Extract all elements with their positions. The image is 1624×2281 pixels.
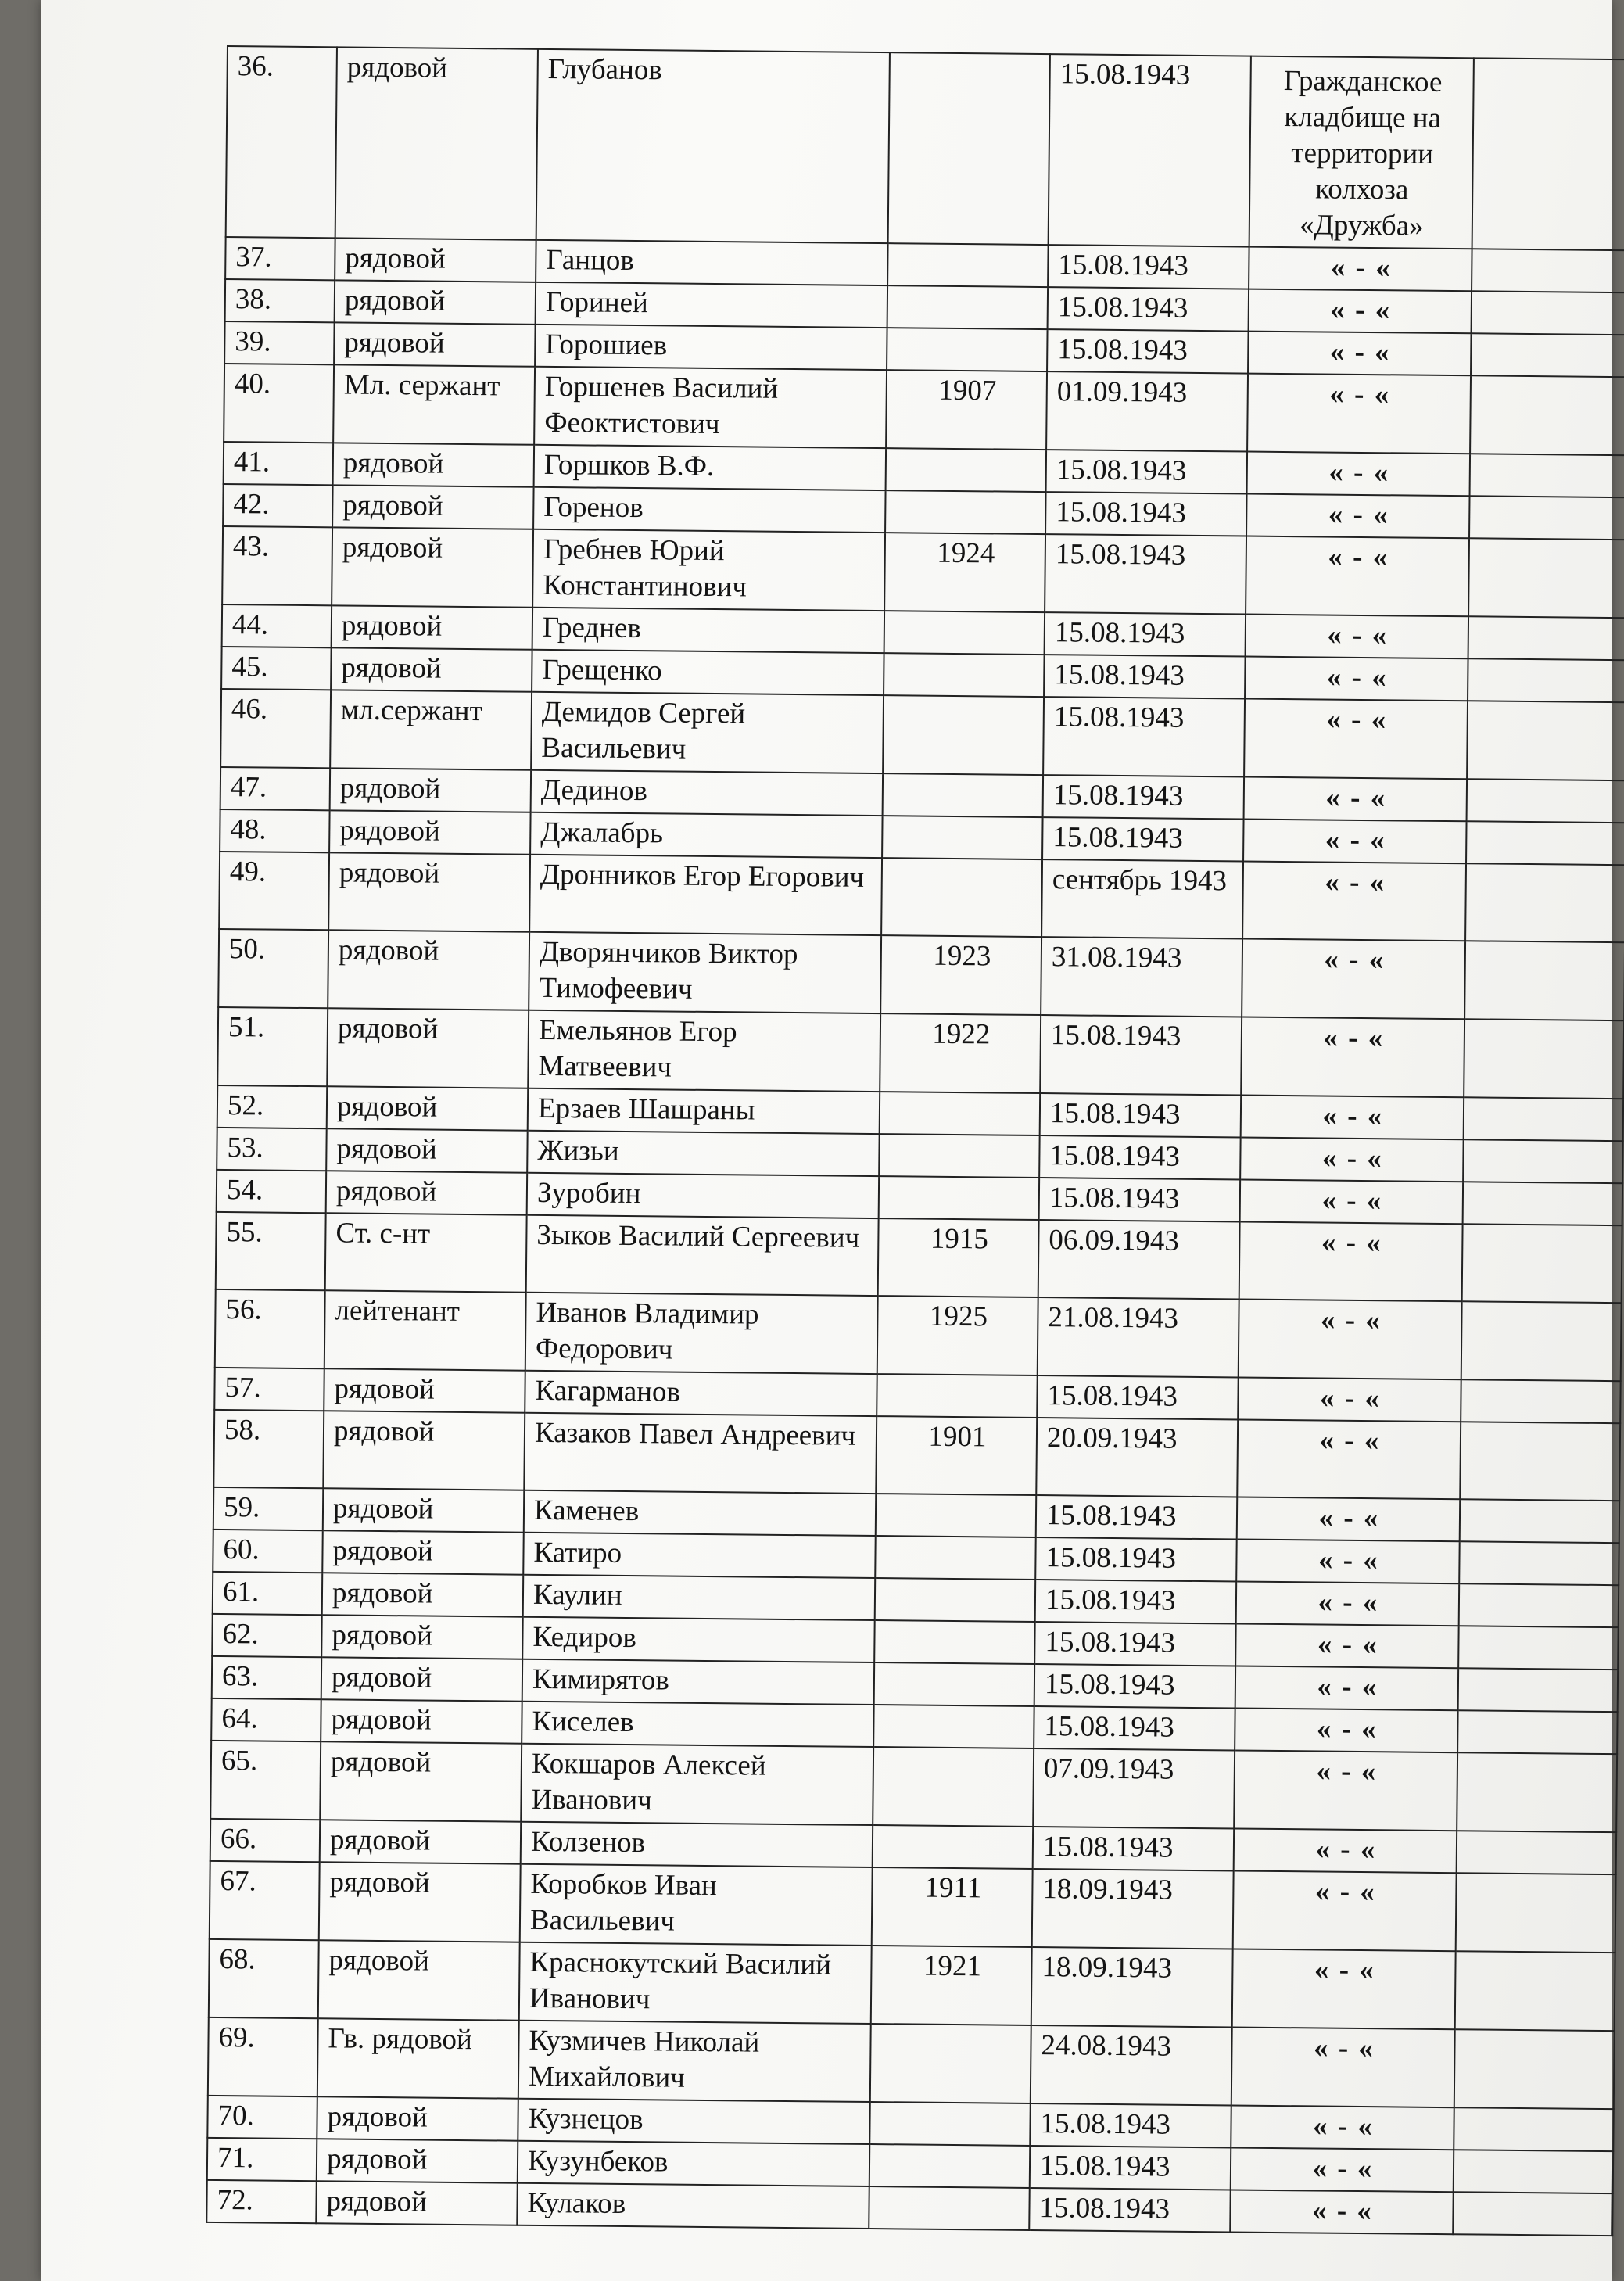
birth-year [869, 2144, 1031, 2188]
row-number: 37. [225, 237, 335, 280]
military-rank: рядовой [333, 443, 535, 486]
table-row [210, 1741, 1617, 1832]
soldier-name: Жизьи [527, 1131, 879, 1176]
military-rank: рядовой [322, 1530, 524, 1574]
table-row [218, 929, 1624, 1020]
soldier-name: Краснокутский Василий Иванович [519, 1942, 872, 2024]
death-date: 15.08.1943 [1048, 245, 1249, 289]
death-date: 18.09.1943 [1031, 1947, 1233, 2027]
soldier-name: Каулин [523, 1575, 875, 1620]
notes-cell [1472, 58, 1624, 250]
birth-year: 1922 [880, 1013, 1041, 1093]
table-row [219, 852, 1624, 942]
table-row [224, 364, 1624, 455]
row-number: 66. [210, 1819, 321, 1862]
soldier-name: Кимирятов [522, 1659, 874, 1705]
soldier-name: Грещенко [532, 650, 884, 695]
notes-cell [1472, 291, 1624, 335]
burial-place: « - « [1235, 1623, 1459, 1668]
death-date: 15.08.1943 [1037, 1375, 1239, 1419]
notes-cell [1453, 2192, 1613, 2236]
death-date: 15.08.1943 [1042, 817, 1244, 861]
notes-cell [1454, 2029, 1615, 2109]
row-number: 36. [226, 46, 337, 238]
birth-year [876, 1494, 1037, 1537]
soldier-name: Кулаков [517, 2183, 869, 2229]
burial-place: « - « [1246, 615, 1469, 659]
notes-cell [1468, 658, 1624, 702]
burial-place: « - « [1244, 699, 1468, 780]
burial-place: « - « [1243, 820, 1467, 864]
military-rank: рядовой [332, 485, 534, 529]
military-rank: рядовой [329, 810, 531, 854]
soldier-name: Горенов [533, 487, 885, 533]
birth-year [881, 858, 1042, 937]
death-date: 15.08.1943 [1034, 1706, 1235, 1750]
notes-cell [1459, 1583, 1619, 1627]
burial-place: « - « [1239, 1222, 1463, 1302]
soldier-name: Ганцов [536, 240, 887, 285]
notes-cell [1468, 538, 1624, 618]
birth-year [870, 2024, 1031, 2103]
soldier-name: Каменев [524, 1490, 876, 1536]
military-rank: рядовой [327, 1086, 529, 1130]
military-rank: рядовой [318, 1940, 520, 2020]
soldier-name: Гориней [536, 282, 887, 328]
death-date: 15.08.1943 [1040, 1015, 1242, 1095]
death-date: сентябрь 1943 [1041, 859, 1243, 938]
military-rank: рядовой [335, 238, 536, 282]
row-number: 63. [212, 1656, 322, 1699]
death-date: 15.08.1943 [1048, 287, 1249, 331]
row-number: 69. [208, 2017, 318, 2096]
birth-year [875, 1536, 1036, 1580]
burial-place: « - « [1231, 2147, 1454, 2192]
row-number: 64. [211, 1698, 321, 1741]
notes-cell [1465, 863, 1624, 942]
death-date: 15.08.1943 [1029, 2188, 1231, 2232]
row-number: 41. [224, 442, 334, 485]
notes-cell [1460, 1499, 1620, 1543]
soldier-name: Кокшаров Алексей Иванович [521, 1744, 873, 1825]
birth-year [869, 2186, 1030, 2230]
military-rank: рядовой [317, 2096, 518, 2140]
row-number: 48. [220, 809, 330, 852]
military-rank: рядовой [317, 2139, 518, 2182]
row-number: 71. [207, 2138, 317, 2181]
table-row [215, 1289, 1622, 1381]
birth-year [873, 1705, 1034, 1748]
notes-cell [1456, 1873, 1616, 1953]
military-rank: рядовой [323, 1411, 525, 1490]
death-date: 15.08.1943 [1045, 612, 1246, 656]
burial-place: « - « [1235, 1708, 1458, 1752]
row-number: 51. [217, 1007, 328, 1086]
burial-place: « - « [1247, 452, 1471, 497]
row-number: 70. [207, 2096, 317, 2139]
soldier-name: Кузнецов [518, 2099, 869, 2144]
notes-cell [1459, 1541, 1619, 1585]
notes-cell [1471, 333, 1624, 377]
table-row [217, 1007, 1624, 1099]
notes-cell [1461, 1301, 1622, 1381]
death-date: 15.08.1943 [1040, 1093, 1242, 1137]
table-row [216, 1212, 1622, 1303]
military-rank: рядовой [327, 1008, 529, 1088]
birth-year [884, 653, 1045, 697]
death-date: 15.08.1943 [1044, 655, 1246, 698]
row-number: 61. [213, 1572, 323, 1615]
notes-cell [1470, 454, 1624, 497]
death-date: 15.08.1943 [1045, 534, 1246, 614]
burial-place: « - « [1249, 289, 1472, 334]
notes-cell [1464, 1097, 1624, 1141]
burial-place: « - « [1231, 2105, 1454, 2150]
birth-year [883, 773, 1044, 817]
military-rank: рядовой [324, 1368, 525, 1412]
row-number: 52. [217, 1085, 328, 1128]
military-rank: Мл. сержант [333, 364, 535, 444]
burial-place: « - « [1246, 536, 1469, 617]
notes-cell [1458, 1626, 1619, 1670]
birth-year [885, 490, 1046, 534]
burial-register-table [206, 45, 1624, 2236]
notes-cell [1472, 249, 1624, 292]
military-rank: рядовой [328, 930, 529, 1010]
birth-year [879, 1176, 1040, 1220]
burial-place: « - « [1230, 2190, 1454, 2234]
burial-place: « - « [1232, 1949, 1456, 2029]
soldier-name: Киселев [522, 1702, 873, 1747]
death-date: 15.08.1943 [1046, 450, 1248, 493]
row-number: 42. [223, 484, 333, 527]
notes-cell [1463, 1182, 1623, 1225]
military-rank: Ст. с-нт [325, 1213, 527, 1292]
notes-cell [1466, 821, 1624, 865]
birth-year: 1923 [880, 935, 1041, 1015]
birth-year: 1907 [886, 370, 1047, 450]
birth-year [882, 816, 1043, 859]
military-rank: рядовой [323, 1488, 525, 1532]
burial-place: « - « [1240, 1180, 1464, 1225]
table-row [213, 1410, 1620, 1501]
military-rank: рядовой [326, 1171, 528, 1214]
row-number: 57. [214, 1368, 324, 1411]
death-date: 15.08.1943 [1030, 2103, 1231, 2147]
table-body [206, 46, 1624, 2236]
death-date: 21.08.1943 [1038, 1297, 1239, 1377]
notes-cell [1458, 1668, 1619, 1712]
military-rank: рядовой [320, 1741, 522, 1821]
row-number: 54. [217, 1170, 327, 1213]
soldier-name: Греднев [532, 608, 884, 653]
soldier-name: Горошиев [535, 325, 887, 370]
row-number: 43. [222, 526, 332, 605]
soldier-name: Горшенев Василий Феоктистович [534, 367, 887, 448]
burial-place: « - « [1242, 939, 1465, 1020]
death-date: 15.08.1943 [1043, 697, 1245, 776]
burial-place: « - « [1241, 1017, 1464, 1098]
notes-cell [1469, 496, 1624, 540]
burial-place: « - « [1249, 247, 1472, 292]
death-date: 06.09.1943 [1038, 1220, 1240, 1299]
row-number: 44. [222, 604, 332, 647]
row-number: 59. [213, 1487, 324, 1530]
birth-year: 1915 [878, 1218, 1039, 1297]
military-rank: рядовой [320, 1820, 522, 1863]
notes-cell [1468, 616, 1624, 660]
birth-year: 1925 [877, 1296, 1038, 1375]
death-date: 15.08.1943 [1034, 1664, 1236, 1708]
soldier-name: Зыков Василий Сергеевич [526, 1215, 879, 1296]
birth-year [877, 1374, 1038, 1418]
row-number: 40. [224, 364, 334, 443]
death-date: 15.08.1943 [1047, 329, 1249, 373]
soldier-name: Дединов [531, 770, 883, 816]
burial-place: « - « [1246, 494, 1470, 539]
soldier-name: Демидов Сергей Васильевич [531, 692, 884, 773]
soldier-name: Ерзаев Шашраны [528, 1088, 880, 1134]
military-rank: Гв. рядовой [317, 2018, 519, 2098]
soldier-name: Иванов Владимир Федорович [525, 1293, 878, 1374]
birth-year [873, 1747, 1034, 1827]
notes-cell [1455, 1951, 1615, 2031]
burial-place: « - « [1231, 2027, 1455, 2107]
notes-cell [1463, 1139, 1623, 1183]
notes-cell [1467, 779, 1624, 823]
row-number: 39. [224, 321, 335, 364]
soldier-name: Кедиров [522, 1617, 874, 1662]
birth-year [873, 1825, 1034, 1869]
military-rank: рядовой [316, 2181, 518, 2225]
death-date: 15.08.1943 [1035, 1580, 1237, 1623]
death-date: 20.09.1943 [1036, 1418, 1238, 1497]
notes-cell [1457, 1752, 1617, 1832]
death-date: 15.08.1943 [1039, 1178, 1241, 1221]
death-date: 18.09.1943 [1032, 1869, 1234, 1949]
soldier-name: Кагарманов [525, 1371, 877, 1416]
burial-place: « - « [1235, 1666, 1459, 1710]
military-rank: рядовой [331, 647, 532, 691]
row-number: 53. [217, 1128, 327, 1171]
death-date: 15.08.1943 [1034, 1622, 1236, 1666]
birth-year [888, 52, 1050, 245]
table-row [226, 46, 1624, 250]
burial-place: « - « [1239, 1300, 1462, 1380]
row-number: 56. [215, 1289, 325, 1368]
death-date: 15.08.1943 [1035, 1537, 1237, 1581]
table-row [209, 1939, 1615, 2031]
soldier-name: Горшков В.Ф. [534, 445, 886, 490]
military-rank: рядовой [332, 527, 533, 607]
soldier-name: Коробков Иван Васильевич [520, 1864, 873, 1946]
notes-cell [1457, 1831, 1617, 1874]
burial-place: « - « [1242, 862, 1466, 941]
burial-place: « - « [1245, 657, 1468, 701]
burial-place: « - « [1248, 332, 1472, 376]
notes-cell [1464, 941, 1624, 1020]
death-date: 15.08.1943 [1043, 775, 1245, 819]
birth-year [874, 1662, 1035, 1706]
birth-year: 1921 [871, 1946, 1032, 2025]
row-number: 67. [210, 1861, 320, 1940]
row-number: 65. [210, 1741, 321, 1820]
birth-year [886, 448, 1047, 492]
burial-place: « - « [1234, 1750, 1457, 1831]
notes-cell [1461, 1379, 1621, 1423]
burial-place: « - « [1236, 1581, 1460, 1626]
military-rank: рядовой [328, 852, 530, 931]
death-date: 15.08.1943 [1049, 54, 1251, 246]
death-date: 24.08.1943 [1031, 2025, 1232, 2105]
death-date: 07.09.1943 [1033, 1748, 1235, 1828]
death-date: 15.08.1943 [1030, 2146, 1231, 2190]
birth-year [883, 695, 1044, 775]
soldier-name: Джалабрь [530, 812, 882, 858]
death-date: 15.08.1943 [1039, 1135, 1241, 1179]
birth-year [887, 243, 1049, 287]
military-rank: рядовой [321, 1699, 522, 1743]
soldier-name: Казаков Павел Андреевич [524, 1413, 877, 1494]
death-date: 31.08.1943 [1041, 937, 1242, 1017]
military-rank: рядовой [332, 605, 533, 649]
military-rank: рядовой [321, 1657, 523, 1701]
birth-year [887, 328, 1048, 371]
birth-year: 1901 [876, 1416, 1037, 1495]
notes-cell [1454, 2107, 1614, 2151]
burial-place: « - « [1233, 1870, 1457, 1951]
row-number: 62. [212, 1614, 322, 1657]
military-rank: рядовой [334, 322, 536, 366]
table-row [220, 689, 1624, 780]
burial-place: « - « [1241, 1096, 1464, 1140]
notes-cell [1460, 1422, 1620, 1501]
row-number: 55. [216, 1212, 326, 1290]
notes-cell [1462, 1224, 1622, 1303]
table-row [222, 526, 1624, 618]
birth-year [875, 1578, 1036, 1622]
burial-place: « - « [1237, 1497, 1461, 1541]
burial-place: « - « [1238, 1377, 1461, 1422]
birth-year [879, 1134, 1040, 1178]
table-row [208, 2017, 1615, 2109]
soldier-name: Глубанов [536, 49, 890, 243]
row-number: 68. [209, 1939, 319, 2018]
soldier-name: Кузунбеков [518, 2141, 869, 2186]
death-date: 01.09.1943 [1046, 371, 1248, 451]
burial-place: « - « [1240, 1138, 1464, 1182]
row-number: 72. [206, 2180, 317, 2223]
notes-cell [1464, 1019, 1624, 1099]
row-number: 60. [213, 1530, 323, 1573]
notes-cell [1467, 701, 1624, 780]
military-rank: рядовой [321, 1615, 523, 1659]
notes-cell [1457, 1710, 1618, 1754]
burial-place: « - « [1236, 1539, 1460, 1583]
row-number: 50. [218, 929, 328, 1008]
notes-cell [1470, 375, 1624, 455]
birth-year: 1911 [872, 1867, 1033, 1947]
soldier-name: Зуробин [527, 1173, 879, 1218]
death-date: 15.08.1943 [1045, 492, 1247, 536]
death-date: 15.08.1943 [1036, 1495, 1238, 1539]
notes-cell [1454, 2150, 1614, 2193]
birth-year [880, 1092, 1041, 1135]
row-number: 46. [220, 689, 331, 768]
birth-year [884, 611, 1045, 655]
death-date: 15.08.1943 [1033, 1827, 1235, 1870]
soldier-name: Кузмичев Николай Михайлович [518, 2021, 871, 2102]
birth-year [874, 1620, 1035, 1664]
military-rank: рядовой [330, 768, 532, 812]
row-number: 47. [220, 767, 331, 810]
military-rank: мл.сержант [330, 690, 532, 769]
birth-year [869, 2102, 1031, 2146]
military-rank: лейтенант [324, 1290, 526, 1370]
burial-place: Гражданское кладбище на территории колхоза «Дружба» [1249, 56, 1474, 249]
soldier-name: Дронников Егор Егорович [529, 855, 882, 935]
birth-year: 1924 [884, 533, 1045, 612]
military-rank: рядовой [326, 1128, 528, 1172]
soldier-name: Емельянов Егор Матвеевич [528, 1010, 880, 1092]
birth-year [887, 285, 1049, 329]
soldier-name: Дворянчиков Виктор Тимофеевич [529, 932, 881, 1013]
military-rank: рядовой [322, 1573, 524, 1616]
soldier-name: Катиро [523, 1533, 875, 1578]
military-rank: рядовой [319, 1862, 521, 1942]
row-number: 38. [225, 279, 335, 322]
military-rank: рядовой [335, 280, 536, 324]
burial-place: « - « [1237, 1419, 1461, 1499]
document-page [41, 0, 1612, 2281]
row-number: 45. [221, 647, 332, 690]
burial-place: « - « [1247, 374, 1471, 454]
row-number: 49. [219, 852, 329, 930]
row-number: 58. [213, 1410, 324, 1488]
burial-place: « - « [1244, 777, 1468, 822]
soldier-name: Гребнев Юрий Константинович [532, 529, 885, 611]
table-row [210, 1861, 1616, 1953]
burial-place: « - « [1234, 1828, 1457, 1873]
soldier-name: Колзенов [521, 1822, 873, 1867]
military-rank: рядовой [335, 47, 538, 239]
